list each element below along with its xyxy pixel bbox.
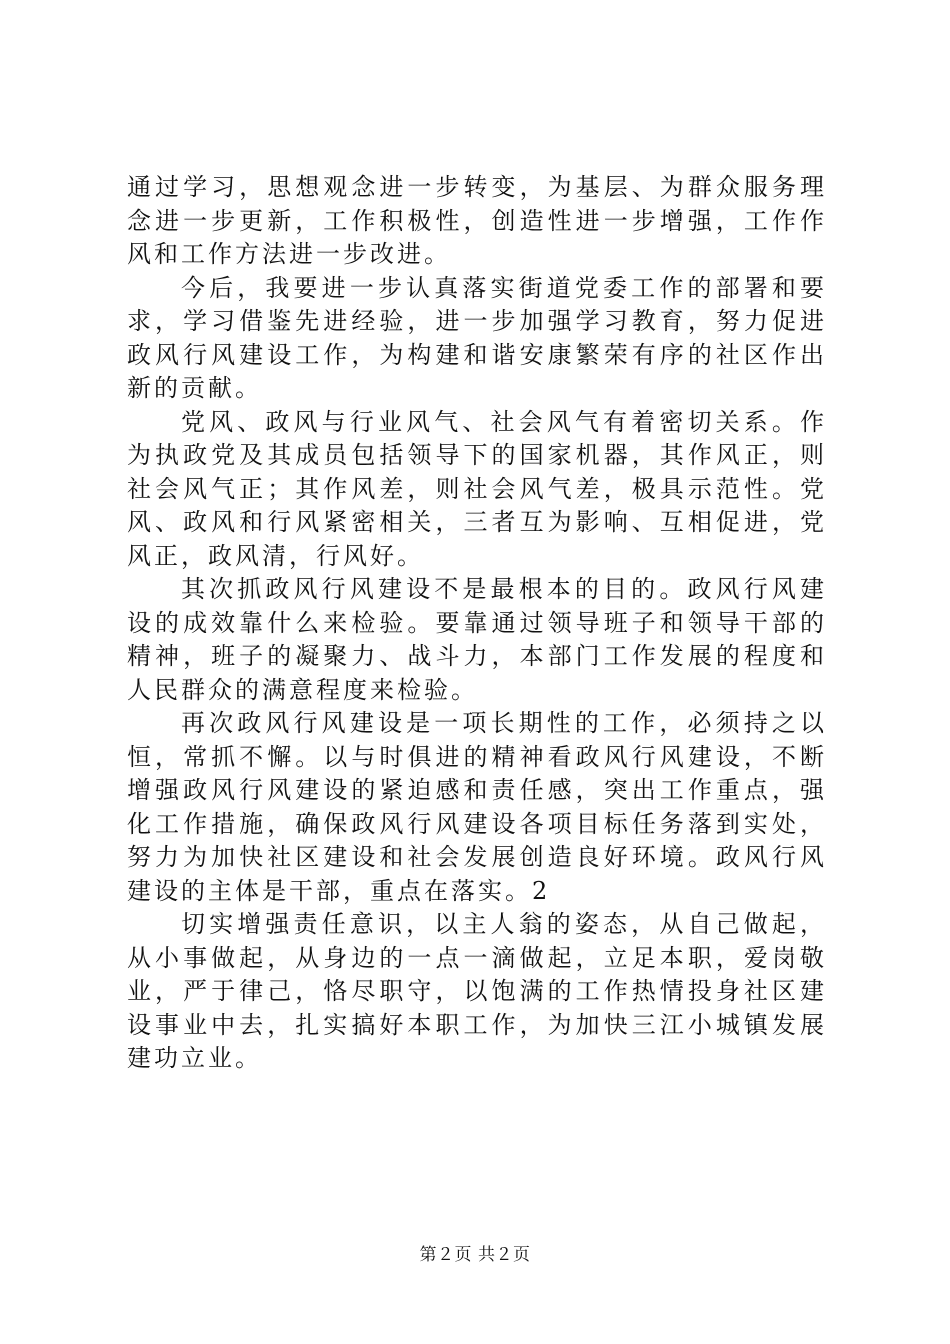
paragraph: 今后，我要进一步认真落实街道党委工作的部署和要求，学习借鉴先进经验，进一步加强学习教育，努力促进政风行风建设工作，为构建和谐安康繁荣有序的社区作出新的贡献。 <box>127 273 827 402</box>
paragraph: 其次抓政风行风建设不是最根本的目的。政风行风建设的成效靠什么来检验。要靠通过领导班子和领导干部的精神，班子的凝聚力、战斗力，本部门工作发展的程度和人民群众的满意程度来检验。 <box>127 575 827 704</box>
paragraph-continuation: 通过学习，思想观念进一步转变，为基层、为群众服务理念进一步更新，工作积极性，创造性进一步增强，工作作风和工作方法进一步改进。 <box>127 173 827 268</box>
page-footer: 第２页 共２页 <box>419 1245 531 1265</box>
paragraph: 再次政风行风建设是一项长期性的工作，必须持之以恒，常抓不懈。以与时俱进的精神看政风行风建设，不断增强政风行风建设的紧迫感和责任感，突出工作重点，强化工作措施，确保政风行风建设各项目标任务落到实处，努力为加快社区建设和社会发展创造良好环境。政风行风建设的主体是干部，重点在落实。2 <box>127 709 827 905</box>
paragraph: 党风、政风与行业风气、社会风气有着密切关系。作为执政党及其成员包括领导下的国家机器，其作风正，则社会风气正；其作风差，则社会风气差，极具示范性。党风、政风和行风紧密相关，三者互为影响、互相促进，党风正，政风清，行风好。 <box>127 407 827 570</box>
document-body <box>127 171 827 1076</box>
paragraph: 切实增强责任意识，以主人翁的姿态，从自己做起，从小事做起，从身边的一点一滴做起，立足本职，爱岗敬业，严于律己，恪尽职守，以饱满的工作热情投身社区建设事业中去，扎实搞好本职工作，为加快三江小城镇发展建功立业。 <box>127 910 827 1072</box>
